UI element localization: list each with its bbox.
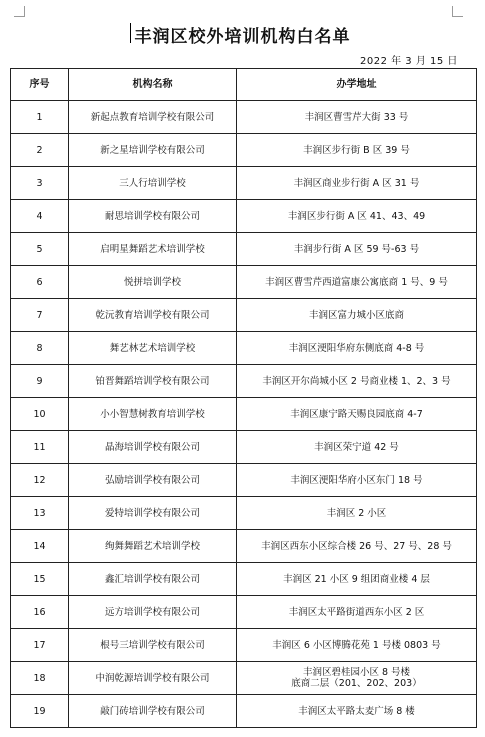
row-institution-name: 根号三培训学校有限公司 (69, 629, 237, 662)
table-row (11, 563, 477, 596)
row-address: 丰润区太平路街道西东小区 2 区 (237, 596, 477, 629)
header-name: 机构名称 (69, 69, 237, 101)
row-number: 2 (11, 134, 69, 167)
table-row (11, 167, 477, 200)
row-institution-name: 绚舞舞蹈艺术培训学校 (69, 530, 237, 563)
table-row (11, 596, 477, 629)
row-institution-name: 鑫汇培训学校有限公司 (69, 563, 237, 596)
table-row (11, 629, 477, 662)
table-row (11, 398, 477, 431)
row-address: 丰润区曹雪芹大街 33 号 (237, 101, 477, 134)
whitelist-table (10, 68, 477, 728)
table-row (11, 695, 477, 728)
row-institution-name: 弘励培训学校有限公司 (69, 464, 237, 497)
page-corner-mark-right (452, 6, 463, 17)
table-row (11, 200, 477, 233)
row-address: 丰润区步行街 B 区 39 号 (237, 134, 477, 167)
header-number: 序号 (11, 69, 69, 101)
row-address: 丰润区 2 小区 (237, 497, 477, 530)
row-number: 15 (11, 563, 69, 596)
row-number: 7 (11, 299, 69, 332)
document-title-text: 丰润区校外培训机构白名单 (134, 27, 351, 47)
text-cursor (130, 23, 131, 43)
row-address: 丰润区西东小区综合楼 26 号、27 号、28 号 (237, 530, 477, 563)
table-row (11, 233, 477, 266)
page-corner-mark-left (14, 6, 25, 17)
row-institution-name: 乾沅教育培训学校有限公司 (69, 299, 237, 332)
row-address: 丰润区康宁路天赐良园底商 4-7 (237, 398, 477, 431)
row-institution-name: 启明星舞蹈艺术培训学校 (69, 233, 237, 266)
row-address: 丰润区富力城小区底商 (237, 299, 477, 332)
row-number: 18 (11, 662, 69, 695)
row-institution-name: 中润乾源培训学校有限公司 (69, 662, 237, 695)
row-institution-name: 新之星培训学校有限公司 (69, 134, 237, 167)
document-title[interactable] (135, 22, 351, 47)
row-address: 丰润区浭阳华府东侧底商 4-8 号 (237, 332, 477, 365)
table-row (11, 332, 477, 365)
row-number: 10 (11, 398, 69, 431)
row-address: 丰润区 21 小区 9 组团商业楼 4 层 (237, 563, 477, 596)
row-institution-name: 耐思培训学校有限公司 (69, 200, 237, 233)
table-row (11, 101, 477, 134)
row-address: 丰润区碧桂园小区 8 号楼 底商二层（201、202、203） (237, 662, 477, 695)
row-number: 1 (11, 101, 69, 134)
row-address: 丰润区浭阳华府小区东门 18 号 (237, 464, 477, 497)
row-number: 19 (11, 695, 69, 728)
row-number: 14 (11, 530, 69, 563)
row-address: 丰润区曹雪芹西道富康公寓底商 1 号、9 号 (237, 266, 477, 299)
row-number: 6 (11, 266, 69, 299)
row-number: 4 (11, 200, 69, 233)
row-institution-name: 舞艺林艺术培训学校 (69, 332, 237, 365)
row-number: 17 (11, 629, 69, 662)
row-institution-name: 三人行培训学校 (69, 167, 237, 200)
row-address: 丰润区商业步行街 A 区 31 号 (237, 167, 477, 200)
row-address: 丰润步行街 A 区 59 号-63 号 (237, 233, 477, 266)
table-header-row (11, 69, 477, 101)
row-address: 丰润区步行街 A 区 41、43、49 (237, 200, 477, 233)
row-address: 丰润区 6 小区博腾花苑 1 号楼 0803 号 (237, 629, 477, 662)
table-row (11, 365, 477, 398)
table-body (11, 101, 477, 728)
row-number: 3 (11, 167, 69, 200)
row-institution-name: 爱特培训学校有限公司 (69, 497, 237, 530)
table-row (11, 662, 477, 695)
row-number: 5 (11, 233, 69, 266)
row-institution-name: 小小智慧树教育培训学校 (69, 398, 237, 431)
table-row (11, 497, 477, 530)
row-number: 8 (11, 332, 69, 365)
row-number: 13 (11, 497, 69, 530)
table-row (11, 464, 477, 497)
row-address: 丰润区开尔尚城小区 2 号商业楼 1、2、3 号 (237, 365, 477, 398)
row-institution-name: 晶海培训学校有限公司 (69, 431, 237, 464)
row-number: 9 (11, 365, 69, 398)
row-institution-name: 新起点教育培训学校有限公司 (69, 101, 237, 134)
row-institution-name: 铂晋舞蹈培训学校有限公司 (69, 365, 237, 398)
row-address: 丰润区荣宁道 42 号 (237, 431, 477, 464)
table-row (11, 431, 477, 464)
title-area (0, 22, 485, 47)
row-institution-name: 悦拼培训学校 (69, 266, 237, 299)
table-row (11, 299, 477, 332)
row-institution-name: 敲门砖培训学校有限公司 (69, 695, 237, 728)
table-row (11, 266, 477, 299)
document-date: 2022 年 3 月 15 日 (360, 56, 458, 67)
row-institution-name: 远方培训学校有限公司 (69, 596, 237, 629)
table-row (11, 530, 477, 563)
table-row (11, 134, 477, 167)
row-address: 丰润区太平路太麦广场 8 楼 (237, 695, 477, 728)
row-number: 16 (11, 596, 69, 629)
header-address: 办学地址 (237, 69, 477, 101)
row-number: 12 (11, 464, 69, 497)
row-number: 11 (11, 431, 69, 464)
